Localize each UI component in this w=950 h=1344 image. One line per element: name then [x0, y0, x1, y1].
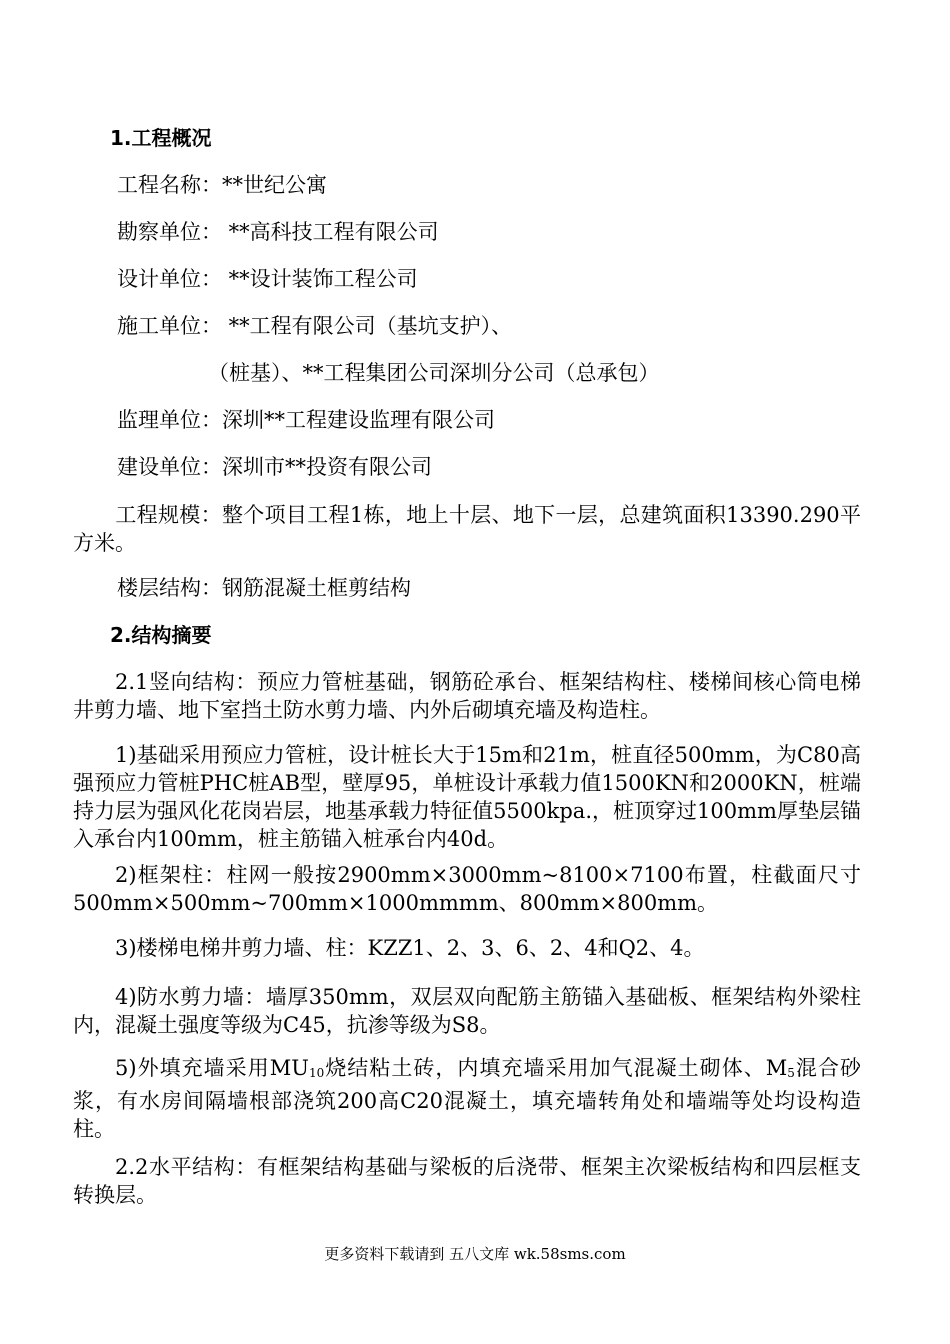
project-name: 工程名称：**世纪公寓 — [117, 173, 327, 197]
item-foundation: 1)基础采用预应力管桩，设计桩长大于15m和21m，桩直径500mm，为C80高强预应力管桩PHC桩AB型，壁厚95，单桩设计承载力值1500KN和2000KN，桩端持力层为强风化花岗岩层，地基承载力特征值5500kpa.，桩顶穿过100mm厚垫层锚入承台内100mm，桩主筋锚入桩承台内40d。 — [73, 743, 861, 851]
supervision-unit: 监理单位：深圳**工程建设监理有限公司 — [117, 408, 495, 432]
floor-structure: 楼层结构：钢筋混凝土框剪结构 — [117, 576, 411, 600]
survey-unit: 勘察单位： **高科技工程有限公司 — [117, 220, 439, 244]
construction-unit-line1: 施工单位： **工程有限公司（基坑支护）、 — [117, 314, 513, 338]
project-scale: 工程规模：整个项目工程1栋，地上十层、地下一层，总建筑面积13390.290平方米。 — [73, 503, 861, 555]
section-1-title: 1.工程概况 — [110, 126, 212, 150]
section-2-title: 2.结构摘要 — [110, 623, 212, 647]
subscript-10: 10 — [308, 1066, 325, 1080]
item-waterproof-wall: 4)防水剪力墙：墙厚350mm，双层双向配筋主筋锚入基础板、框架结构外梁柱内，混凝土强度等级为C45，抗渗等级为S8。 — [73, 985, 861, 1037]
construction-unit-line2: （桩基）、**工程集团公司深圳分公司（总承包） — [208, 361, 660, 385]
item-frame-column: 2)框架柱：柱网一般按2900mm×3000mm~8100×7100布置，柱截面尺寸500mm×500mm~700mm×1000mmmm、800mm×800mm。 — [73, 863, 861, 915]
owner-unit: 建设单位：深圳市**投资有限公司 — [117, 455, 432, 479]
item-infill-wall: 5)外填充墙采用$MU_{10}$烧结粘土砖，内填充墙采用加气混凝土砌体、$M_5$混合砂浆，有水房间隔墙根部浇筑200高C20混凝土，填充墙转角处和墙端等处均设构造柱。 — [73, 1056, 861, 1141]
footer-link[interactable]: 更多资料下载请到 五八文库 wk.58sms.com — [324, 1245, 626, 1263]
subscript-5: 5 — [787, 1066, 795, 1080]
item-stair-walls: 3)楼梯电梯井剪力墙、柱：KZZ1、2、3、6、2、4和Q2、4。 — [115, 936, 705, 960]
design-unit: 设计单位： **设计装饰工程公司 — [117, 267, 418, 291]
vertical-structure: 2.1竖向结构：预应力管桩基础，钢筋砼承台、框架结构柱、楼梯间核心筒电梯井剪力墙、地下室挡土防水剪力墙、内外后砌填充墙及构造柱。 — [73, 670, 861, 722]
horizontal-structure: 2.2水平结构：有框架结构基础与梁板的后浇带、框架主次梁板结构和四层框支转换层。 — [73, 1155, 861, 1207]
